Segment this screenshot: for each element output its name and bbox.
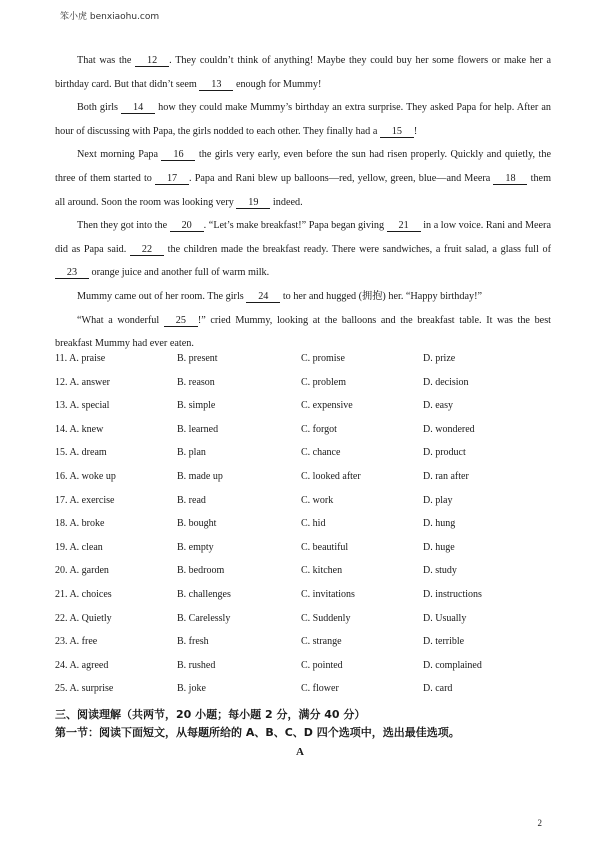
option-row <box>55 636 555 660</box>
passage-paragraph <box>55 49 551 96</box>
option-d: D. product <box>423 447 466 459</box>
answer-blank: 14 <box>121 102 155 114</box>
option-row <box>55 683 555 707</box>
option-text: A. knew <box>69 423 104 435</box>
option-d: D. prize <box>423 353 456 364</box>
site-header: 笨小虎 benxiaohu.com <box>60 12 160 22</box>
cloze-passage <box>55 49 551 356</box>
option-b: B. read <box>177 494 206 506</box>
option-c: C. promise <box>301 353 345 364</box>
option-c: C. Suddenly <box>301 612 351 624</box>
option-a <box>55 447 107 458</box>
option-c: C. kitchen <box>301 565 343 577</box>
option-text: A. special <box>69 400 110 412</box>
passage-text: Mummy came out of her room. The girls <box>77 290 247 302</box>
option-row <box>55 518 555 542</box>
passage-text: That was the <box>77 55 136 66</box>
option-b: B. joke <box>177 683 206 695</box>
passage-text: to her and hugged (拥抱) her. “Happy birthday!” <box>280 290 483 302</box>
passage-paragraph <box>55 143 551 214</box>
option-a <box>55 613 112 624</box>
option-row <box>55 447 555 471</box>
option-a <box>55 518 104 529</box>
option-row <box>55 589 555 613</box>
option-b: B. fresh <box>177 636 209 648</box>
passage-text: in a low voice. Rani and Meera did as Papa said. <box>55 220 551 255</box>
option-b: B. Carelessly <box>177 612 231 624</box>
options-list <box>55 353 555 707</box>
answer-blank: 12 <box>135 55 169 67</box>
option-row <box>55 565 555 589</box>
question-number: 23. <box>55 636 68 648</box>
answer-blank: 15 <box>380 126 414 138</box>
option-row <box>55 353 555 377</box>
question-number: 12. <box>55 376 68 388</box>
question-number: 14. <box>55 423 68 435</box>
passage-paragraph <box>55 285 551 309</box>
option-a <box>55 636 97 647</box>
answer-blank: 17 <box>155 173 189 185</box>
option-a <box>55 377 110 388</box>
option-a <box>55 660 108 671</box>
answer-blank: 20 <box>170 220 204 232</box>
option-d: D. instructions <box>423 588 482 600</box>
question-number: 21. <box>55 588 68 600</box>
option-d: D. Usually <box>423 612 467 624</box>
answer-blank: 16 <box>161 149 195 161</box>
option-text: A. garden <box>69 565 109 577</box>
passage-paragraph <box>55 309 551 356</box>
option-a <box>55 471 116 482</box>
question-number: 13. <box>55 400 68 412</box>
option-b: B. rushed <box>177 659 216 671</box>
option-row <box>55 400 555 424</box>
option-c: C. invitations <box>301 588 355 600</box>
passage-text: . They couldn’t think of anything! Maybe they could buy her some flowers or make her a birthday card. But that didn’t seem <box>55 55 551 90</box>
option-a <box>55 565 109 576</box>
passage-paragraph <box>55 96 551 143</box>
option-b: B. present <box>177 353 218 364</box>
passage-text: . “Let’s make breakfast!” Papa began giving <box>203 220 387 232</box>
passage-text: how they could make Mummy’s birthday an extra surprise. They asked Papa for help. After an hour of discussing with Papa, the girls nodded to each other. They finally had a <box>55 102 551 137</box>
passage-text: Both girls <box>77 102 122 114</box>
question-number: 18. <box>55 518 68 530</box>
section-subheading: 第一节：阅读下面短文，从每题所给的 A、B、C、D 四个选项中，选出最佳选项。 <box>55 726 460 739</box>
option-text: A. praise <box>69 353 106 364</box>
option-text: A. woke up <box>69 470 116 482</box>
option-c: C. forgot <box>301 423 337 435</box>
answer-blank: 19 <box>236 197 270 209</box>
option-text: A. clean <box>69 541 103 553</box>
option-b: B. bedroom <box>177 565 225 577</box>
option-text: A. exercise <box>69 494 115 506</box>
question-number: 19. <box>55 541 68 553</box>
option-text: A. broke <box>69 518 105 530</box>
option-a <box>55 542 103 553</box>
section-heading-block <box>55 706 460 742</box>
question-number: 20. <box>55 565 68 577</box>
passage-text: indeed. <box>270 196 303 208</box>
passage-text: ! <box>413 125 418 137</box>
passage-text: !” cried Mummy, looking at the balloons and the breakfast table. It was the best breakfast Mummy had ever eaten. <box>55 314 551 350</box>
passage-text: Then they got into the <box>77 220 170 232</box>
option-b: B. made up <box>177 470 223 482</box>
option-d: D. ran after <box>423 470 469 482</box>
question-number: 17. <box>55 494 68 506</box>
option-row <box>55 613 555 637</box>
option-row <box>55 424 555 448</box>
passage-text: the girls very early, even before the sun had risen properly. Quickly and quietly, the three of them started to <box>55 149 552 184</box>
passage-text: . Papa and Rani blew up balloons—red, yellow, green, blue—and Meera <box>189 172 494 184</box>
option-c: C. work <box>301 494 334 506</box>
option-b: B. plan <box>177 447 206 459</box>
option-d: D. play <box>423 494 453 506</box>
option-c: C. chance <box>301 447 341 459</box>
option-text: A. surprise <box>69 683 114 695</box>
option-a <box>55 424 103 435</box>
option-row <box>55 542 555 566</box>
answer-blank: 23 <box>55 267 89 279</box>
option-b: B. challenges <box>177 588 231 600</box>
question-number: 22. <box>55 612 68 624</box>
option-c: C. looked after <box>301 470 361 482</box>
option-text: A. answer <box>69 376 110 388</box>
option-d: D. easy <box>423 400 453 412</box>
answer-blank: 24 <box>246 291 280 303</box>
option-a <box>55 683 113 694</box>
question-number: 24. <box>55 659 68 671</box>
option-c: C. flower <box>301 683 339 695</box>
option-text: A. dream <box>69 447 107 459</box>
passage-paragraph <box>55 214 551 285</box>
option-b: B. learned <box>177 423 219 435</box>
option-c: C. expensive <box>301 400 353 412</box>
option-b: B. simple <box>177 400 216 412</box>
option-b: B. reason <box>177 376 215 388</box>
section-heading: 三、阅读理解（共两节，20 小题；每小题 2 分，满分 40 分） <box>55 708 366 721</box>
option-row <box>55 660 555 684</box>
option-b: B. bought <box>177 518 217 530</box>
option-d: D. decision <box>423 376 469 388</box>
question-number: 25. <box>55 683 68 695</box>
question-number: 11. <box>55 353 68 364</box>
option-c: C. strange <box>301 636 342 648</box>
page-number: 2 <box>537 818 542 828</box>
option-a <box>55 495 114 506</box>
option-b: B. empty <box>177 541 214 553</box>
option-text: A. choices <box>69 588 112 600</box>
passage-text: orange juice and another full of warm milk. <box>89 267 270 279</box>
option-d: D. complained <box>423 659 482 671</box>
option-row <box>55 471 555 495</box>
answer-blank: 18 <box>493 173 527 185</box>
option-a <box>55 353 105 364</box>
part-label: A <box>296 746 304 758</box>
answer-blank: 22 <box>130 244 164 256</box>
passage-text: “What a wonderful <box>77 314 164 326</box>
option-c: C. beautiful <box>301 541 349 553</box>
option-text: A. Quietly <box>69 612 112 624</box>
option-row <box>55 495 555 519</box>
passage-text: Next morning Papa <box>77 149 162 161</box>
passage-text: the children made the breakfast ready. There were sandwiches, a fruit salad, a glass full of <box>164 243 552 255</box>
option-d: D. terrible <box>423 636 465 648</box>
option-d: D. study <box>423 565 457 577</box>
option-text: A. free <box>69 636 98 648</box>
option-d: D. hung <box>423 518 456 530</box>
answer-blank: 25 <box>164 315 198 327</box>
passage-text: enough for Mummy! <box>233 78 322 90</box>
answer-blank: 21 <box>387 220 421 232</box>
answer-blank: 13 <box>199 79 233 91</box>
passage-text: them all around. Soon the room was looking very <box>55 172 552 208</box>
option-a <box>55 400 109 411</box>
option-text: A. agreed <box>69 659 109 671</box>
question-number: 15. <box>55 447 68 459</box>
option-a <box>55 589 112 600</box>
question-number: 16. <box>55 470 68 482</box>
option-c: C. pointed <box>301 659 343 671</box>
option-row <box>55 377 555 401</box>
option-d: D. wondered <box>423 423 475 435</box>
option-d: D. card <box>423 683 453 695</box>
option-d: D. huge <box>423 541 455 553</box>
option-c: C. hid <box>301 518 326 530</box>
option-c: C. problem <box>301 376 346 388</box>
